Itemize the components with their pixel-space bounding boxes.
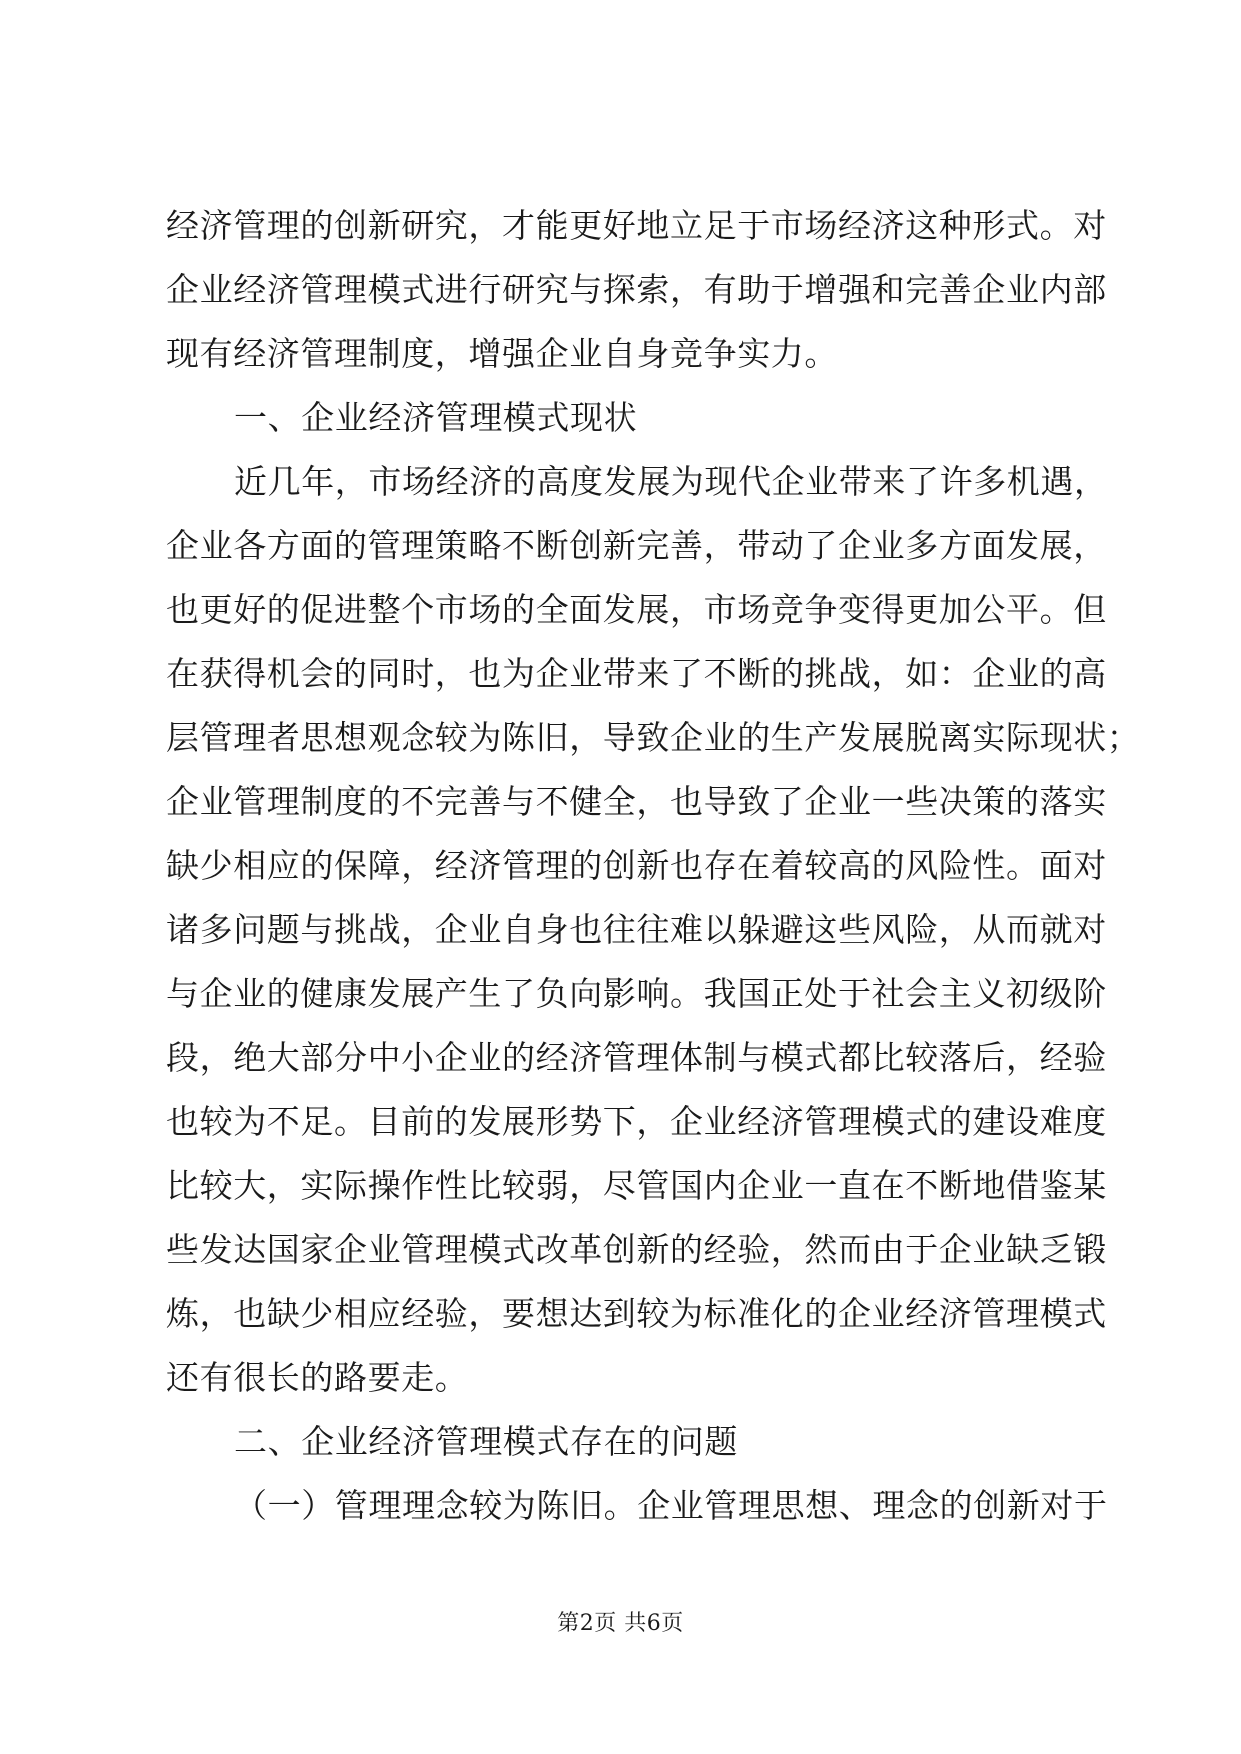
body-text-line: 也更好的促进整个市场的全面发展，市场竞争变得更加公平。但 [166, 590, 1107, 629]
body-text-line: 经济管理的创新研究，才能更好地立足于市场经济这种形式。对 [166, 206, 1107, 245]
subsection-line: （一）管理理念较为陈旧。企业管理思想、理念的创新对于 [234, 1486, 1108, 1525]
body-text-line: 现有经济管理制度，增强企业自身竞争实力。 [166, 334, 838, 373]
body-text-line: 比较大，实际操作性比较弱，尽管国内企业一直在不断地借鉴某 [166, 1166, 1107, 1205]
body-text-line: 缺少相应的保障，经济管理的创新也存在着较高的风险性。面对 [166, 846, 1107, 885]
body-text-line: 些发达国家企业管理模式改革创新的经验，然而由于企业缺乏锻 [166, 1230, 1107, 1269]
section-heading: 二、企业经济管理模式存在的问题 [234, 1422, 738, 1461]
body-text-line: 也较为不足。目前的发展形势下，企业经济管理模式的建设难度 [166, 1102, 1107, 1141]
body-text-line: 诸多问题与挑战，企业自身也往往难以躲避这些风险，从而就对 [166, 910, 1107, 949]
paragraph-first-line: 近几年，市场经济的高度发展为现代企业带来了许多机遇， [234, 462, 1108, 501]
body-text-line: 企业管理制度的不完善与不健全，也导致了企业一些决策的落实 [166, 782, 1107, 821]
body-text-line: 层管理者思想观念较为陈旧，导致企业的生产发展脱离实际现状； [166, 718, 1141, 757]
body-text-line: 炼，也缺少相应经验，要想达到较为标准化的企业经济管理模式 [166, 1294, 1107, 1333]
body-text-line: 在获得机会的同时，也为企业带来了不断的挑战，如：企业的高 [166, 654, 1107, 693]
body-text-line: 还有很长的路要走。 [166, 1358, 469, 1397]
body-text-line: 企业各方面的管理策略不断创新完善，带动了企业多方面发展， [166, 526, 1107, 565]
body-text-line: 企业经济管理模式进行研究与探索，有助于增强和完善企业内部 [166, 270, 1107, 309]
body-text-line: 与企业的健康发展产生了负向影响。我国正处于社会主义初级阶 [166, 974, 1107, 1013]
body-text-line: 段，绝大部分中小企业的经济管理体制与模式都比较落后，经验 [166, 1038, 1107, 1077]
page-number-footer: 第2页 共6页 [557, 1611, 684, 1636]
section-heading: 一、企业经济管理模式现状 [234, 398, 638, 437]
